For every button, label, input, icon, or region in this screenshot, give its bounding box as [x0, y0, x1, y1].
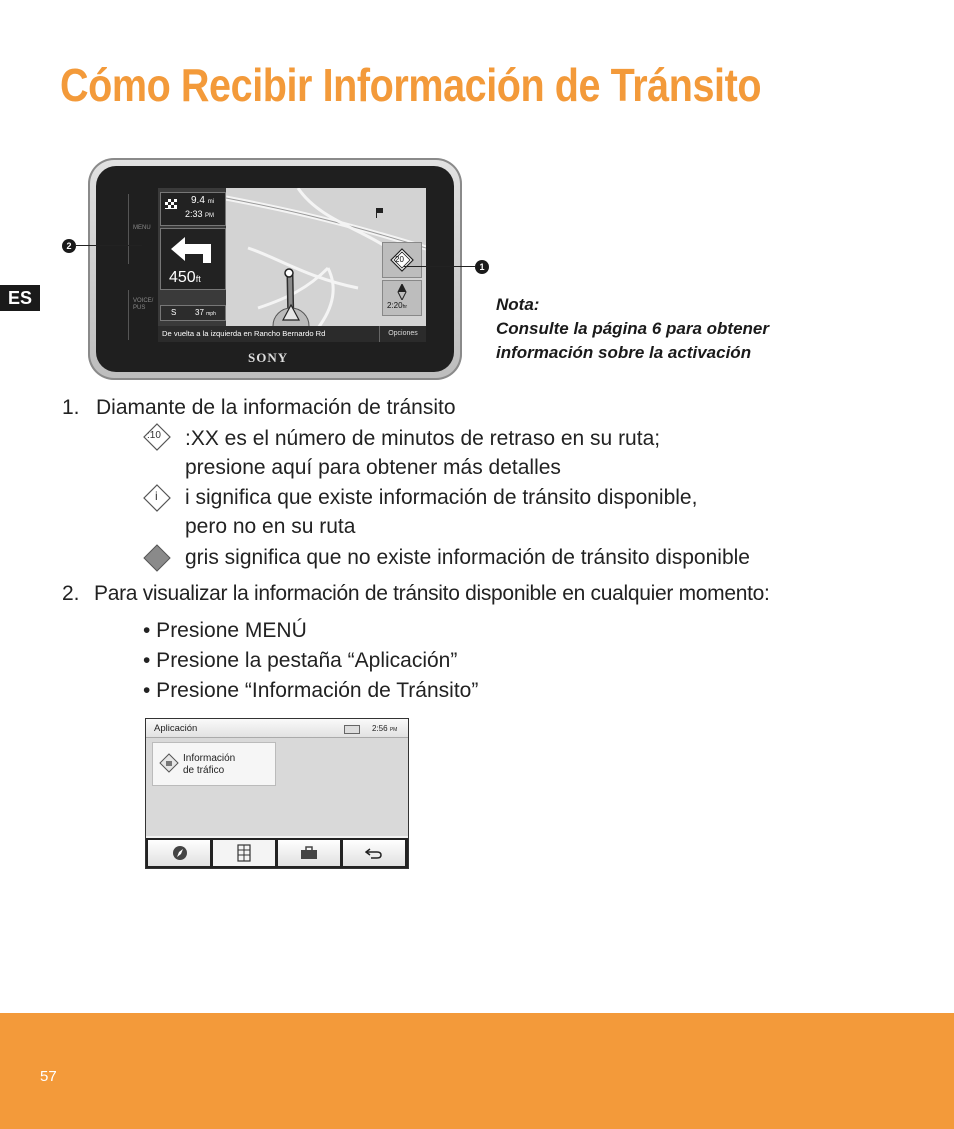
traffic-info-tile[interactable] [152, 742, 276, 786]
desc-info: i significa que existe información de tránsito disponible, [185, 486, 698, 509]
app-tab-bar [146, 838, 408, 868]
compass-tab-icon [172, 845, 188, 861]
callout-one-line [404, 266, 475, 267]
turn-distance: 450ft [169, 269, 201, 286]
bullet-item: • Presione “Información de Tránsito” [143, 679, 479, 702]
language-tab: ES [0, 285, 40, 311]
tab-toolbox[interactable] [278, 840, 340, 866]
compass-icon [397, 284, 407, 300]
list-number: 2. [62, 582, 80, 605]
traffic-tile-label: Información de tráfico [183, 753, 236, 776]
traffic-tile-icon [159, 753, 179, 773]
footer-band [0, 1013, 954, 1129]
checkered-flag-icon [165, 199, 177, 209]
nav-panel [158, 188, 226, 342]
application-screen [145, 718, 409, 869]
callout-one: 1 [475, 260, 489, 274]
desc-delay: :XX es el número de minutos de retraso en su ruta; [185, 427, 661, 450]
side-divider [128, 194, 129, 264]
traffic-diamond-button[interactable] [382, 242, 422, 278]
app-grid-icon [237, 844, 251, 862]
street-name: De vuelta a la izquierda en Rancho Bernardo Rd [162, 329, 326, 338]
device-screen[interactable] [158, 188, 426, 342]
distance-box[interactable] [160, 192, 226, 226]
brand-logo: SONY [248, 350, 289, 365]
traffic-delay: 20 [395, 255, 404, 264]
desc-gray: gris significa que no existe información de tránsito disponible [185, 546, 750, 569]
desc-delay-cont: presione aquí para obtener más detalles [185, 456, 561, 479]
speed: 37 mph [195, 308, 216, 317]
options-button[interactable]: Opciones [379, 326, 426, 342]
list-number: 1. [62, 396, 80, 419]
compass-time: 2:20hr [387, 301, 408, 310]
bullet-item: • Presione la pestaña “Aplicación” [143, 649, 458, 672]
compass-button[interactable] [382, 280, 422, 316]
delay-icon-label: :10 [147, 430, 161, 441]
voice-side-label: VOICE/ PUS [133, 298, 154, 311]
turn-left-arrow-icon [171, 235, 215, 263]
back-button[interactable] [343, 840, 405, 866]
toolbox-icon [300, 846, 318, 860]
list-item-label: Diamante de la información de tránsito [96, 396, 456, 419]
desc-info-cont: pero no en su ruta [185, 515, 356, 538]
note-line: Consulte la página 6 para obtener [496, 319, 770, 338]
page-number: 57 [40, 1068, 57, 1085]
page-title: Cómo Recibir Información de Tránsito [60, 59, 762, 111]
app-time: 2:56 PM [372, 724, 398, 733]
turn-box[interactable] [160, 228, 226, 290]
speed-box [160, 305, 226, 321]
callout-two: 2 [62, 239, 76, 253]
bullet-item: • Presione MENÚ [143, 619, 307, 642]
traffic-gray-diamond-icon [143, 544, 171, 572]
note-line: información sobre la activación [496, 343, 752, 362]
status-icon [344, 725, 360, 734]
callout-two-line [76, 245, 142, 246]
note [496, 293, 769, 365]
info-icon-label: i [155, 489, 158, 503]
menu-side-label: MENU [133, 225, 151, 231]
eta-value: 2:33 PM [185, 209, 215, 219]
tab-navigation[interactable] [148, 840, 210, 866]
app-title: Aplicación [154, 723, 198, 734]
note-heading: Nota: [496, 295, 540, 314]
tab-application[interactable] [213, 840, 275, 866]
heading: S [171, 308, 177, 317]
app-header [146, 719, 408, 738]
back-arrow-icon [365, 847, 383, 859]
side-divider [128, 290, 129, 340]
distance-value: 9.4 mi [191, 195, 215, 206]
list-item-label: Para visualizar la información de tránsito disponible en cualquier momento: [94, 582, 770, 605]
app-body [146, 738, 408, 836]
street-bar [158, 326, 426, 342]
